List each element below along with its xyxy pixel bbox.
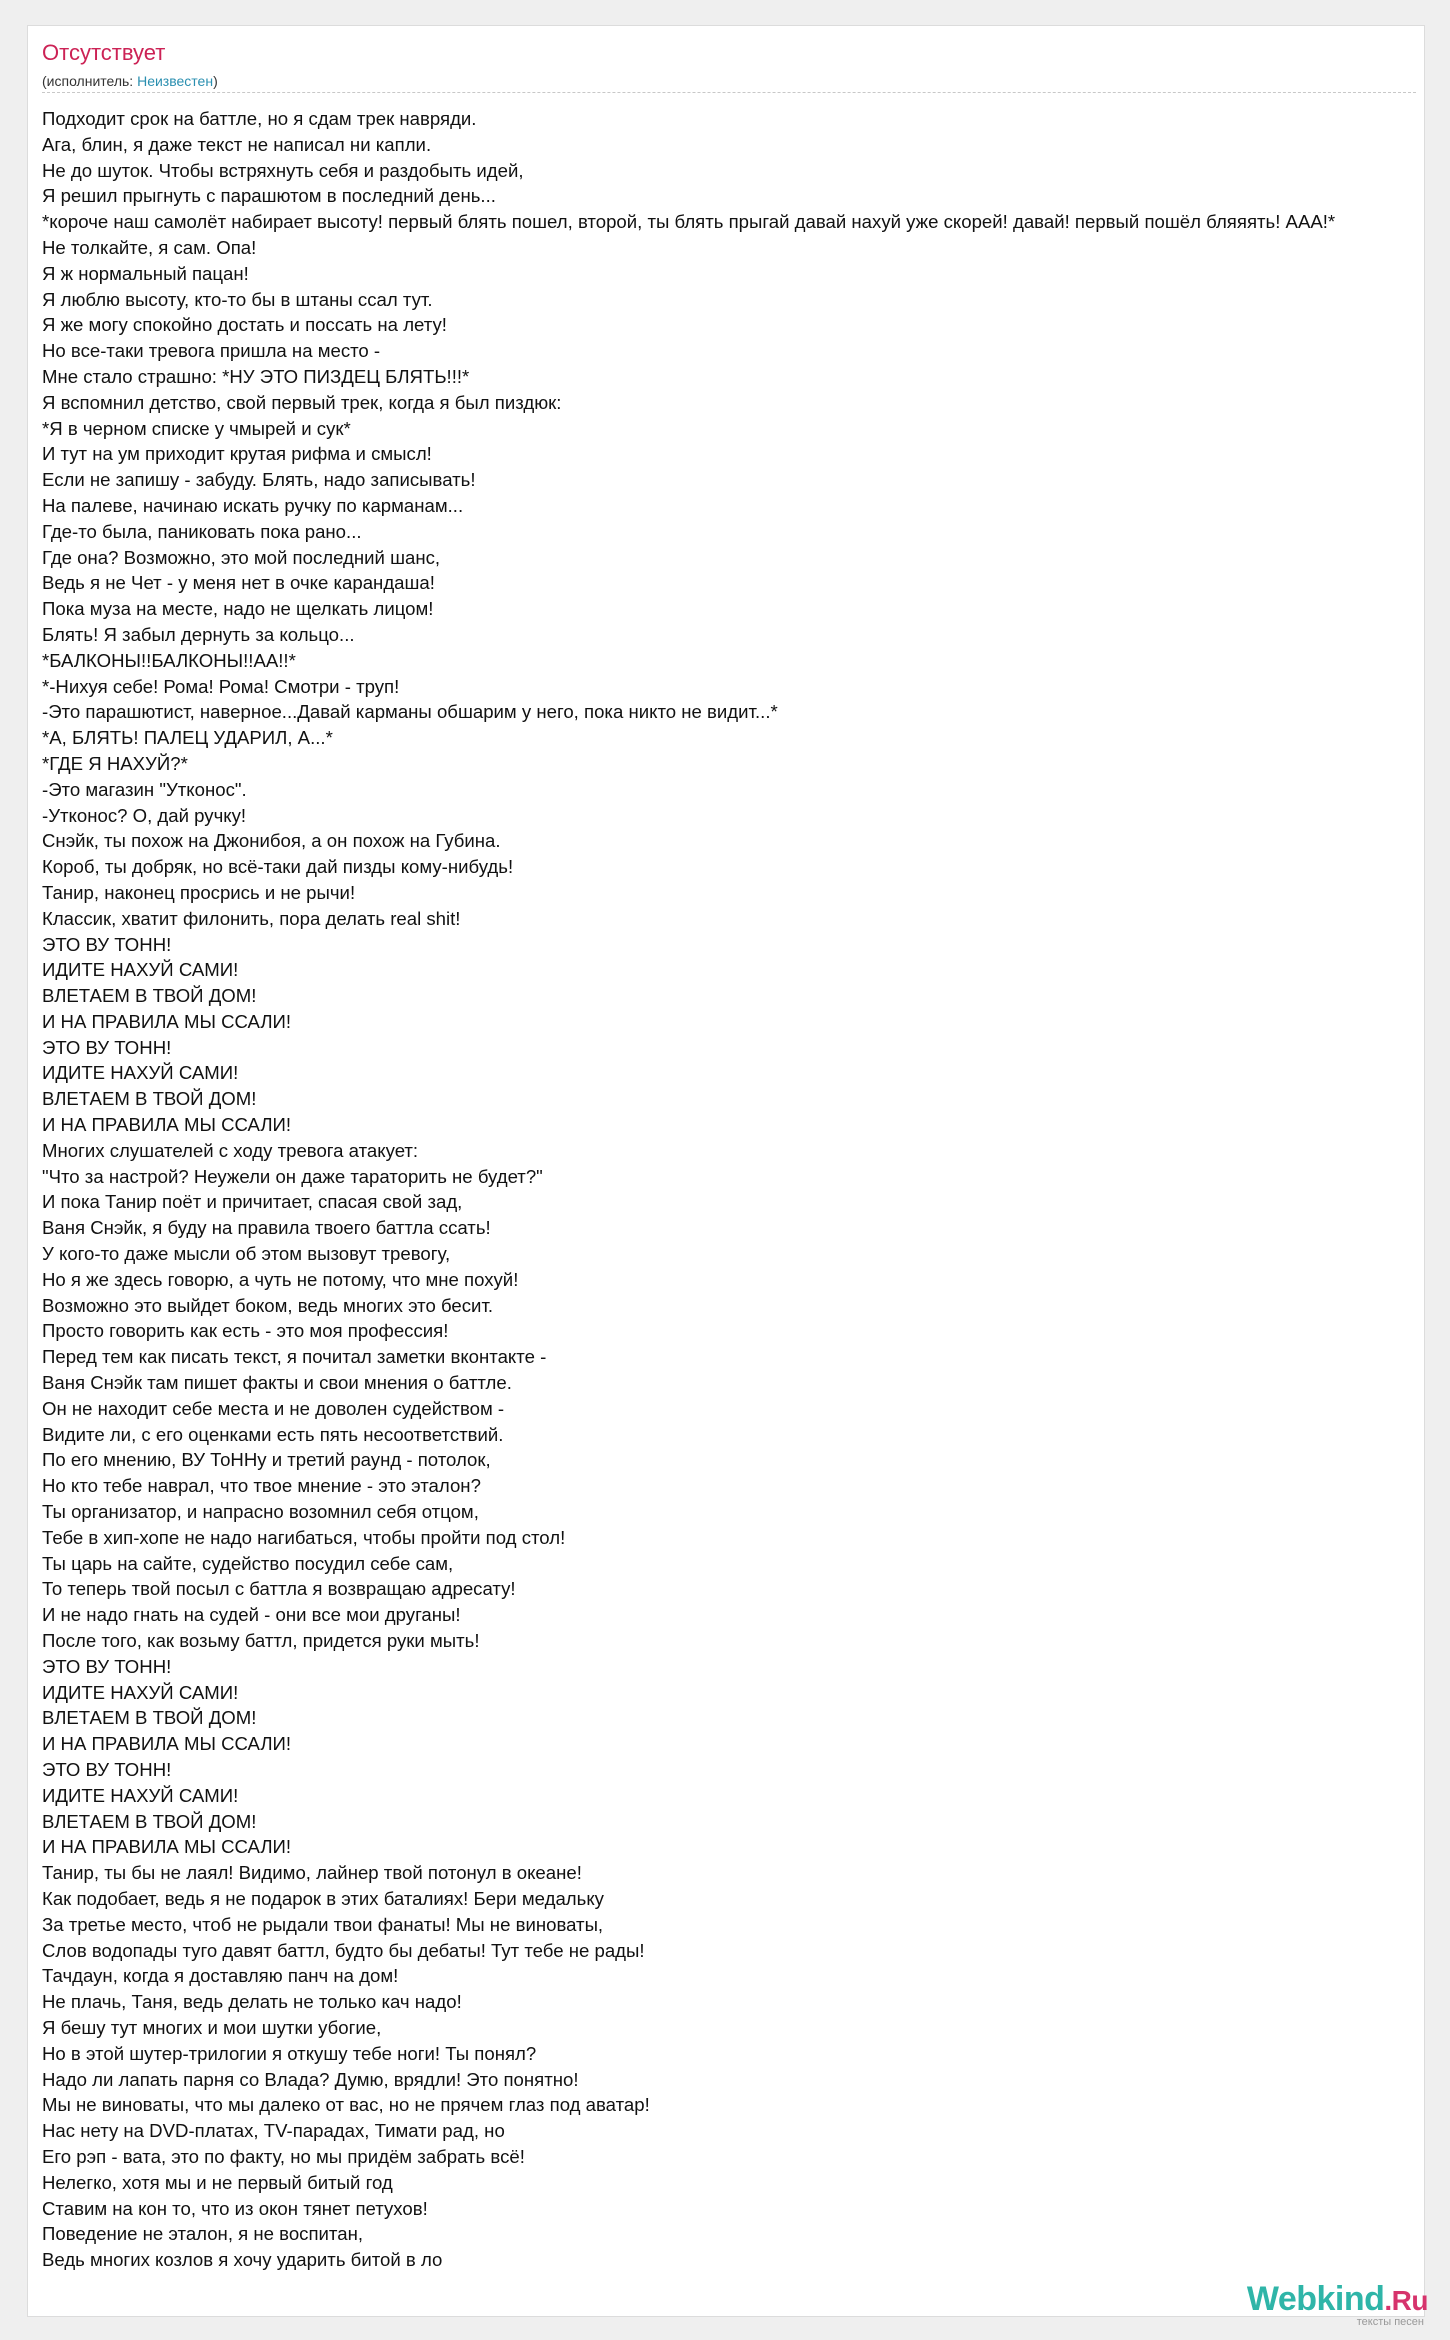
webkind-logo[interactable] (1228, 2280, 1428, 2328)
lyric-line: И НА ПРАВИЛА МЫ ССАЛИ! (42, 1733, 292, 1755)
logo-tld: .Ru (1384, 2285, 1428, 2316)
lyric-line: ЭТО ВУ ТОНН! (42, 933, 172, 955)
lyric-line: Многих слушателей с ходу тревога атакует: (42, 1139, 419, 1161)
lyric-line: Подходит срок на баттле, но я сдам трек навряди. (42, 108, 477, 129)
song-title: Отсутствует (42, 40, 166, 65)
lyric-line: Он не находит себе места и не доволен судейством - (42, 1397, 505, 1419)
lyric-line: ВЛЕТАЕМ В ТВОЙ ДОМ! (42, 1707, 257, 1729)
lyric-line: И пока Танир поёт и причитает, спасая свой зад, (42, 1191, 463, 1213)
lyric-line: У кого-то даже мысли об этом вызовут тревогу, (42, 1243, 451, 1265)
lyric-line: Его рэп - вата, это по факту, но мы придём забрать всё! (42, 2145, 525, 2167)
lyric-line: И НА ПРАВИЛА МЫ ССАЛИ! (42, 1010, 292, 1032)
lyric-line: Мы не виноваты, что мы далеко от вас, но не прячем глаз под аватар! (42, 2094, 650, 2116)
lyric-line: ВЛЕТАЕМ В ТВОЙ ДОМ! (42, 1810, 257, 1832)
lyric-line: На палеве, начинаю искать ручку по карманам... (42, 494, 464, 516)
lyric-line: Мне стало страшно: *НУ ЭТО ПИЗДЕЦ БЛЯТЬ!!!* (42, 365, 470, 387)
lyric-line: ИДИТЕ НАХУЙ САМИ! (42, 1681, 239, 1703)
lyric-line: Тебе в хип-хопе не надо нагибаться, чтобы пройти под стол! (42, 1526, 566, 1548)
lyric-line: Пока муза на месте, надо не щелкать лицом! (42, 598, 434, 620)
lyric-line: *-Нихуя себе! Рома! Рома! Смотри - труп! (42, 675, 400, 697)
lyric-line: Но все-таки тревога пришла на место - (42, 340, 381, 362)
lyric-line: ВЛЕТАЕМ В ТВОЙ ДОМ! (42, 1088, 257, 1110)
lyric-line: Танир, наконец просрись и не рычи! (42, 881, 356, 903)
lyric-line: Классик, хватит филонить, пора делать real shit! (42, 907, 461, 929)
lyric-line: *ГДЕ Я НАХУЙ?* (42, 752, 188, 774)
lyric-line: Ставим на кон то, что из окон тянет петухов! (42, 2197, 428, 2219)
artist-link[interactable]: Неизвестен (137, 73, 214, 89)
lyric-line: ИДИТЕ НАХУЙ САМИ! (42, 1062, 239, 1084)
lyric-line: Слов водопады туго давят баттл, будто бы дебаты! Тут тебе не рады! (42, 1939, 645, 1961)
lyric-line: Как подобает, ведь я не подарок в этих баталиях! Бери медальку (42, 1887, 604, 1909)
lyric-line: Перед тем как писать текст, я почитал заметки вконтакте - (42, 1346, 547, 1368)
lyric-line: -Это магазин "Утконос". (42, 778, 247, 800)
logo-main-text: Webkind (1246, 2280, 1385, 2318)
lyric-line: То теперь твой посыл с баттла я возвращаю адресату! (42, 1578, 516, 1600)
lyric-line: ИДИТЕ НАХУЙ САМИ! (42, 1784, 239, 1806)
lyric-line: Нас нету на DVD-платах, TV-парадах, Тимати рад, но (42, 2120, 505, 2142)
lyric-line: Тачдаун, когда я доставляю панч на дом! (42, 1965, 399, 1987)
lyric-line: *Я в черном списке у чмырей и сук* (42, 417, 351, 439)
lyric-line: И не надо гнать на судей - они все мои друганы! (42, 1604, 461, 1626)
lyric-line: Ты царь на сайте, судейство посудил себе сам, (42, 1552, 454, 1574)
lyric-line: Я бешу тут многих и мои шутки убогие, (42, 2016, 382, 2038)
lyric-line: Я вспомнил детство, свой первый трек, когда я был пиздюк: (42, 391, 562, 413)
lyric-line: Но кто тебе наврал, что твое мнение - это эталон? (42, 1475, 481, 1497)
lyric-line: Поведение не эталон, я не воспитан, (42, 2223, 364, 2245)
lyric-line: Ага, блин, я даже текст не написал ни капли. (42, 133, 432, 155)
lyric-line: Не плачь, Таня, ведь делать не только кач надо! (42, 1991, 462, 2013)
lyric-line: Но в этой шутер-трилогии я откушу тебе ноги! Ты понял? (42, 2042, 537, 2064)
lyric-line: По его мнению, ВУ ТоННу и третий раунд - потолок, (42, 1449, 491, 1471)
lyric-line: За третье место, чтоб не рыдали твои фанаты! Мы не виноваты, (42, 1913, 604, 1935)
lyric-line: Но я же здесь говорю, а чуть не потому, что мне похуй! (42, 1268, 519, 1290)
lyric-line: Я люблю высоту, кто-то бы в штаны ссал тут. (42, 288, 433, 310)
lyric-line: "Что за настрой? Неужели он даже тараторить не будет?" (42, 1165, 543, 1187)
lyrics-card (27, 25, 1425, 2317)
logo-wordmark (1247, 2280, 1428, 2320)
lyric-line: *А, БЛЯТЬ! ПАЛЕЦ УДАРИЛ, А...* (42, 727, 333, 749)
lyric-line: И тут на ум приходит крутая рифма и смысл! (42, 443, 432, 465)
lyric-line: ВЛЕТАЕМ В ТВОЙ ДОМ! (42, 985, 257, 1007)
lyric-line: Нелегко, хотя мы и не первый битый год (42, 2171, 393, 2193)
lyric-line: Где-то была, паниковать пока рано... (42, 520, 362, 542)
lyric-line: Ваня Снэйк, я буду на правила твоего баттла ссать! (42, 1217, 491, 1239)
artist-line (42, 72, 218, 90)
lyric-line: Я же могу спокойно достать и поссать на лету! (42, 314, 447, 336)
lyric-line: Не толкайте, я сам. Опа! (42, 236, 257, 258)
lyric-line: Ведь я не Чет - у меня нет в очке карандаша! (42, 572, 435, 594)
artist-prefix: (исполнитель: (42, 73, 138, 89)
lyric-line: ЭТО ВУ ТОНН! (42, 1655, 172, 1677)
lyric-line: Я решил прыгнуть с парашютом в последний день... (42, 185, 496, 207)
lyric-line: Ваня Снэйк там пишет факты и свои мнения о баттле. (42, 1372, 512, 1394)
lyric-line: -Утконос? О, дай ручку! (42, 804, 247, 826)
lyric-line: *БАЛКОНЫ!!БАЛКОНЫ!!АА!!* (42, 649, 296, 671)
lyrics-text (42, 106, 1425, 2273)
lyric-line: *короче наш самолёт набирает высоту! первый блять пошел, второй, ты блять прыгай давай нахуй уже скорей! давай! первый пошёл бляяять! ААА!* (42, 211, 1336, 233)
lyric-line: Короб, ты добряк, но всё-таки дай пизды кому-нибудь! (42, 856, 514, 878)
lyric-line: Если не запишу - забуду. Блять, надо записывать! (42, 469, 476, 491)
logo-subtitle: тексты песен (1356, 2316, 1424, 2328)
lyric-line: И НА ПРАВИЛА МЫ ССАЛИ! (42, 1114, 292, 1136)
lyric-line: Ты организатор, и напрасно возомнил себя отцом, (42, 1501, 479, 1523)
lyric-line: -Это парашютист, наверное...Давай карманы обшарим у него, пока никто не видит...* (42, 701, 778, 723)
artist-suffix: ) (213, 73, 218, 89)
lyric-line: ИДИТЕ НАХУЙ САМИ! (42, 959, 239, 981)
lyric-line: Не до шуток. Чтобы встряхнуть себя и раздобыть идей, (42, 159, 524, 181)
lyric-line: Ведь многих козлов я хочу ударить битой в ло (42, 2249, 443, 2271)
lyric-line: Просто говорить как есть - это моя профессия! (42, 1320, 449, 1342)
lyric-line: ЭТО ВУ ТОНН! (42, 1036, 172, 1058)
title-divider (42, 92, 1416, 93)
lyric-line: ЭТО ВУ ТОНН! (42, 1759, 172, 1780)
lyric-line: Блять! Я забыл дернуть за кольцо... (42, 623, 355, 645)
lyric-line: И НА ПРАВИЛА МЫ ССАЛИ! (42, 1836, 292, 1858)
lyric-line: Где она? Возможно, это мой последний шанс, (42, 546, 441, 568)
lyric-line: Возможно это выйдет боком, ведь многих это бесит. (42, 1294, 494, 1316)
lyric-line: Снэйк, ты похож на Джонибоя, а он похож на Губина. (42, 830, 501, 852)
lyric-line: После того, как возьму баттл, придется руки мыть! (42, 1630, 480, 1652)
lyric-line: Танир, ты бы не лаял! Видимо, лайнер твой потонул в океане! (42, 1862, 582, 1884)
lyric-line: Видите ли, с его оценками есть пять несоответствий. (42, 1423, 504, 1445)
lyric-line: Я ж нормальный пацан! (42, 262, 249, 284)
lyric-line: Надо ли лапать парня со Влада? Думю, врядли! Это понятно! (42, 2068, 579, 2090)
